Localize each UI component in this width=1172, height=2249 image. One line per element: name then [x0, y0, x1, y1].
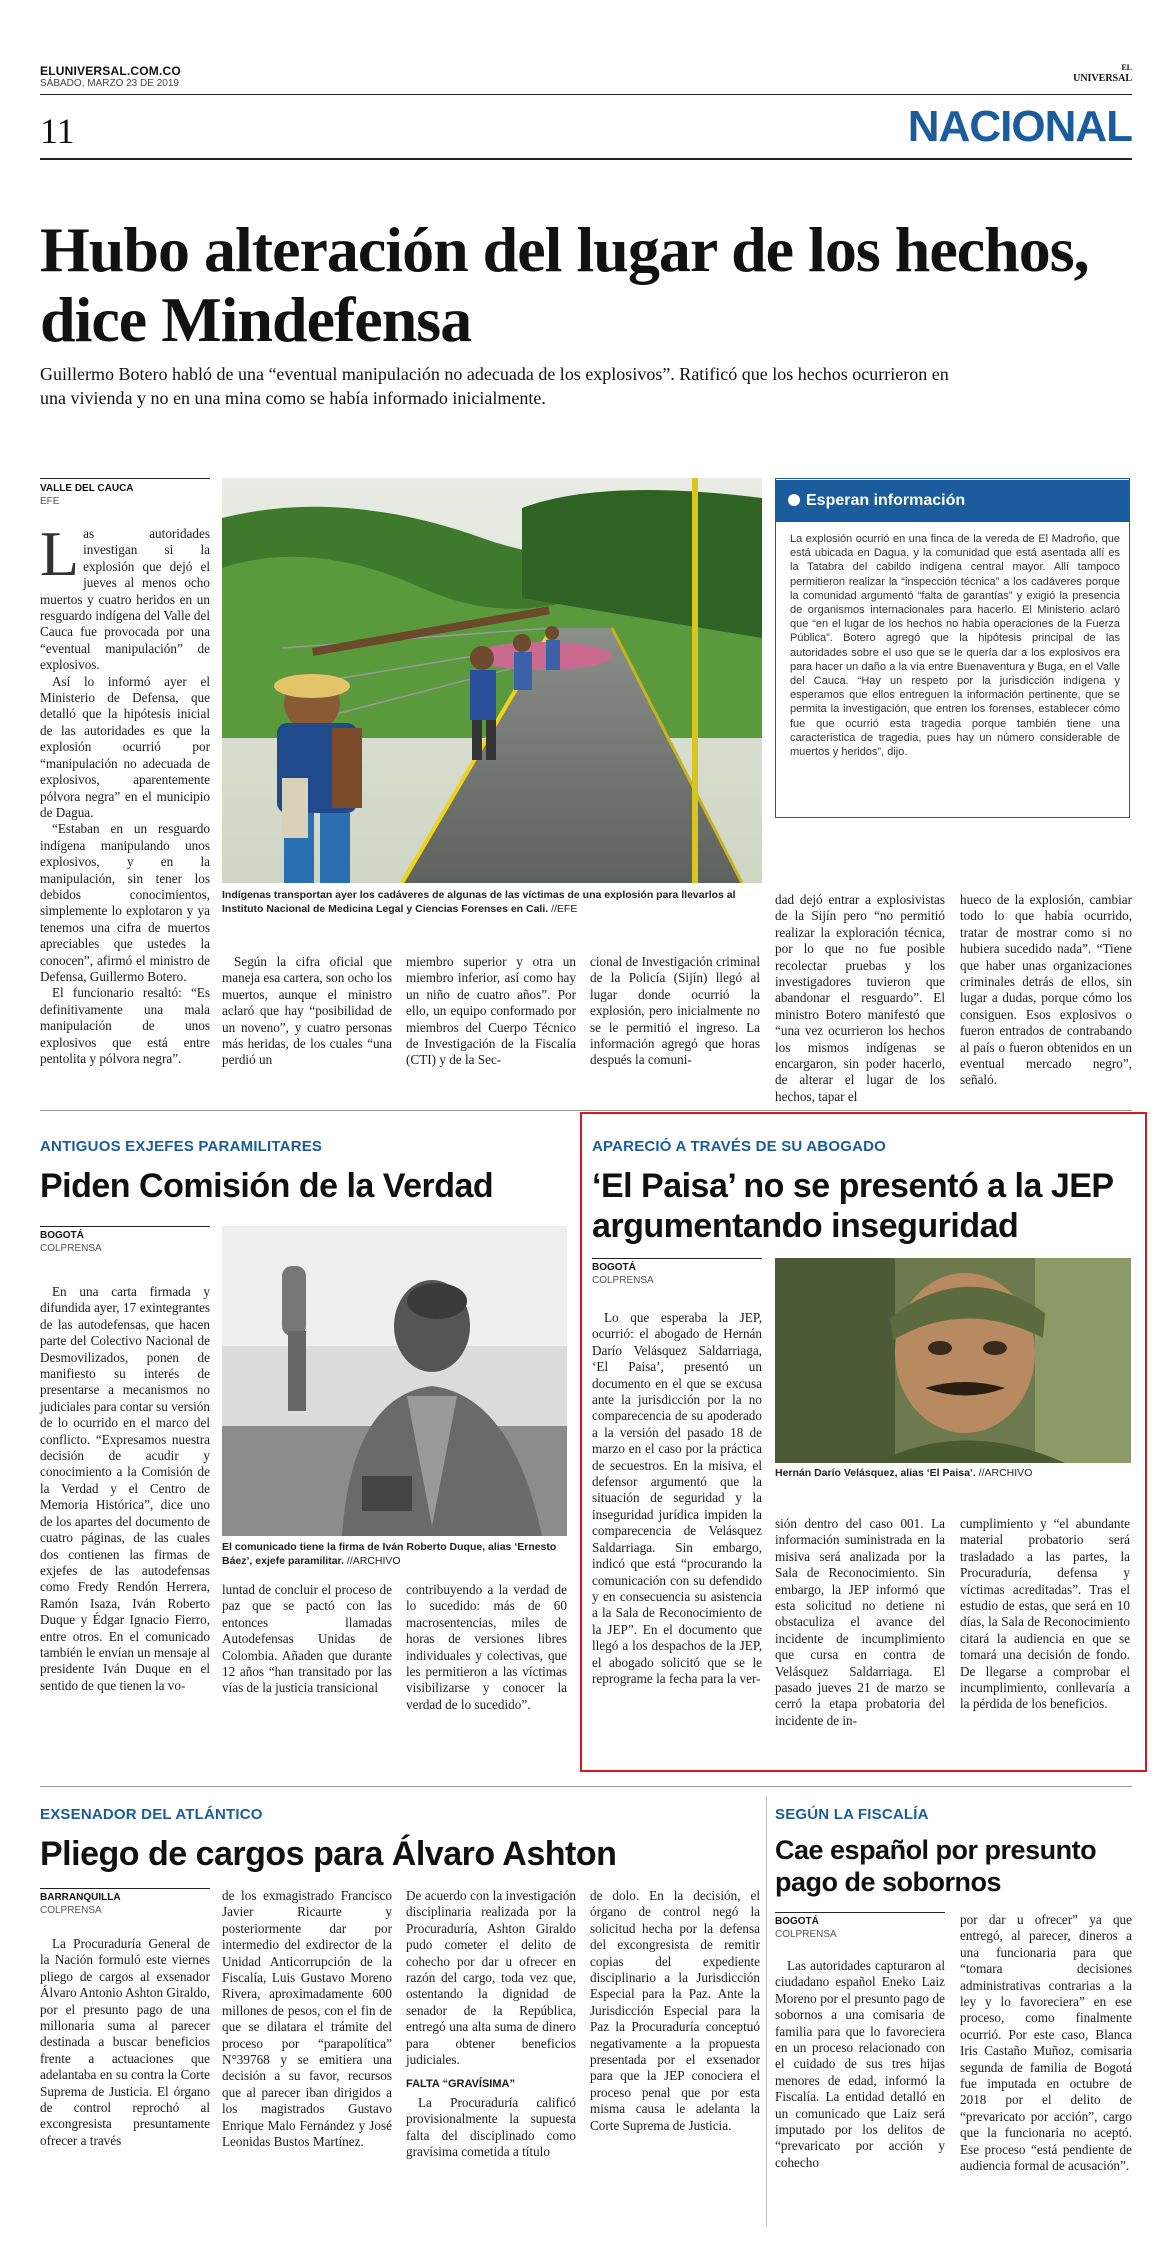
story4-dateline: BARRANQUILLA	[40, 1892, 121, 1903]
story-paragraph: La Procuraduría calificó provisionalmente la supuesta falta del disciplinado como gravísima cometida a título	[406, 2094, 576, 2160]
lead-subhead: Guillermo Botero habló de una “eventual manipulación no adecuada de los explosivos”. Ratificó que los hechos ocurrieron en una vivienda y no en una mina como se había informado inicialmente.	[40, 364, 949, 408]
column-separator	[766, 1796, 767, 2226]
story-paragraph: por dar u ofrecer” ya que entregó, al parecer, dineros a una funcionaria para que “tomara decisiones administrativas contrarias a la ley y lo favoreciera” en ese proceso, como finalmente ocurrió. Por este caso, Blanca Iris Castaño Muñoz, comisaria segunda de familia de Bogotá fue imputada en octubre de 2018 por el delito de “prevaricato por acción”, cargo que la funcionaria no aceptó. Ese proceso “está pendiente de audiencia formal de acusación”.	[960, 1912, 1132, 2174]
site-url: ELUNIVERSAL.COM.CO	[40, 64, 181, 78]
caption-text: Hernán Darío Velásquez, alias ‘El Paisa’.	[775, 1467, 976, 1479]
dateline-rule	[592, 1258, 762, 1259]
story4-column-4	[590, 1888, 760, 2134]
lead-photo-caption	[222, 888, 762, 916]
story3-photo	[775, 1258, 1131, 1463]
photo-credit: //EFE	[548, 903, 578, 915]
story4-column-3	[406, 1888, 576, 2161]
story2-kicker: ANTIGUOS EXJEFES PARAMILITARES	[40, 1138, 323, 1155]
drop-cap: L	[40, 518, 80, 589]
story5-kicker: SEGÚN LA FISCALÍA	[775, 1806, 929, 1823]
lead-column-2	[222, 954, 392, 1069]
story3-column-2	[775, 1516, 945, 1729]
story-paragraph: La Procuraduría General de la Nación formuló este viernes pliego de cargos al exsenador Álvaro Antonio Ashton Giraldo, por el presunto pago de una millonaria suma al parecer destinada a buscar beneficios frente a actuaciones que adelantaba en su contra la Corte Suprema de Justicia. El órgano de control reprochó al excongresista presuntamente ofrecer a través	[40, 1936, 210, 2148]
lead-paragraph: “Estaban en un resguardo indígena manipulando unos explosivos, y en la manipulación, sin tener los debidos conocimientos, simplemente lo explotaron y ya tenemos una cifra de muertos apreciables que ustedes la conocen”, afirmó el ministro de Defensa, Guillermo Botero.	[40, 821, 210, 984]
photo-credit: //ARCHIVO	[343, 1555, 401, 1567]
edition-date: SÁBADO, MARZO 23 DE 2019	[40, 78, 179, 89]
lead-paragraph: dad dejó entrar a explosivistas de la Sijín pero “no permitió realizar la exploración técnica, por lo que no fue posible recolectar pruebas y los investigadores tuvieron que abandonar el resguardo”. El ministro Botero manifestó que “una vez ocurrieron los hechos los mismos indígenas se encargaron, sin poder hacerlo, de alterar el lugar de los hechos, tapar el	[775, 892, 945, 1104]
lead-paragraph: cional de Investigación criminal de la Policía (Sijín) llegó al lugar donde ocurrió la explosión, pero inicialmente no se le permitió el ingreso. La información agregó que horas después la comuni-	[590, 954, 760, 1068]
lead-paragraph: hueco de la explosión, cambiar todo lo que había ocurrido, tratar de mostrar como si no hubiera sucedido nada”. “Tiene que haber unas organizaciones criminales detrás de ellos, sin lugar a dudas, porque cómo los consiguen. Esos explosivos o fueron entrados de contrabando al país o fueron obtenidos en un eventual mercado negro”, señaló.	[960, 892, 1132, 1088]
info-box-header	[776, 480, 1129, 522]
page-number: 11	[40, 111, 75, 151]
info-box-text: La explosión ocurrió en una finca de la vereda de El Madroño, que está ubicada en Dagua, y la comunidad que está asentada allí es la Tatabra del cabildo indígena central mayor. Allí tampoco permitieron realizar la “inspección técnica” a los cadáveres porque la comunidad argumentó “falta de garantías” y exigió la presencia de organismos internacionales para hacerlo. El Ministerio aclaró que “en el lugar de los hechos no había operaciones de la Fuerza Pública”. Botero agregó que la hipótesis principal de las autoridades sobre el uso que se le quería dar a los explosivos era para hacer un daño a la vía entre Buenaventura y Buga, en el Valle del Cauca. “Hay un respeto por la jurisdicción indígena y esperamos que ellos entreguen la información pertinente, que se permita la investigación, que entren los forenses, establecer cómo fue que ocurrió esta tragedia porque también tiene una característica de tragedia, pues hay un número considerable de muertos y heridos”, dijo.	[790, 533, 1120, 759]
story2-dateline: BOGOTÁ	[40, 1230, 84, 1241]
story-paragraph: de dolo. En la decisión, el órgano de control negó la solicitud hecha por la defensa del excongresista de remitir copias del expediente disciplinario a la Jurisdicción Especial para la Paz. Ante la Jurisdicción Especial para la Paz la Procuraduría conceptuó negativamente a la propuesta presentada por el exsenador para que la JEP conociera el proceso penal que por esta misma causa le adelanta la Corte Suprema de Justicia.	[590, 1888, 760, 2133]
logo-big: UNIVERSAL	[1073, 73, 1132, 84]
dateline-rule	[40, 1888, 210, 1889]
dateline-rule	[775, 1912, 945, 1913]
story3-agency: COLPRENSA	[592, 1275, 654, 1286]
story2-agency: COLPRENSA	[40, 1243, 102, 1254]
lead-column-5	[775, 892, 945, 1105]
story5-column-1	[775, 1958, 945, 2171]
story4-agency: COLPRENSA	[40, 1905, 102, 1916]
story-paragraph: contribuyendo a la verdad de lo sucedido: más de 60 macrosentencias, miles de horas de versiones libres individuales y colectivas, que les permitieron a las víctimas visibilizarse y conocer la verdad de lo sucedido”.	[406, 1582, 567, 1712]
story-paragraph: De acuerdo con la investigación disciplinaria realizada por la Procuraduría, Ashton Giraldo pudo cometer el delito de cohecho por dar u ofrecer en razón del cargo, toda vez que, ostentando la dignidad de senador de la República, entregó una alta suma de dinero para obtener beneficios judiciales.	[406, 1888, 576, 2068]
story-paragraph: En una carta firmada y difundida ayer, 17 exintegrantes de las autodefensas, que hacen parte del Colectivo Nacional de Desmovilizados, ponen de manifiesto su interés de presentarse a mecanismos no judiciales para contar su versión de lo ocurrido en el marco del conflicto. “Expresamos nuestra decisión de acudir y conocimiento a la Comisión de la Verdad y el Centro de Memoria Histórica”, dice uno de los apartes del documento de cuatro páginas, de las cuales dos contienen las firmas de exjefes de las autodefensas como Fredy Rendón Herrera, Ramón Isaza, Iván Roberto Duque y Édgar Ignacio Fierro, entre otros. En el comunicado también le envían un mensaje al presidente Iván Duque en el sentido de que tienen la vo-	[40, 1284, 210, 1693]
story5-agency: COLPRENSA	[775, 1929, 837, 1940]
story4-headline: Pliego de cargos para Álvaro Ashton	[40, 1835, 617, 1873]
photo-credit: //ARCHIVO	[975, 1467, 1033, 1479]
lead-column-1	[40, 518, 210, 1067]
lead-dateline: VALLE DEL CAUCA	[40, 483, 134, 494]
story3-column-3	[960, 1516, 1130, 1713]
logo-small: EL	[1121, 63, 1132, 72]
bullet-icon	[788, 494, 800, 506]
story2-photo	[222, 1226, 567, 1536]
story2-column-1	[40, 1284, 210, 1694]
lead-headline: Hubo alteración del lugar de los hechos, dice Mindefensa	[40, 214, 1089, 355]
dateline-rule	[40, 478, 210, 479]
lead-photo	[222, 478, 762, 883]
masthead-rule	[40, 94, 1132, 95]
el-paisa-portrait-image	[775, 1258, 1131, 1463]
lead-column-3	[406, 954, 576, 1069]
story4-column-1	[40, 1936, 210, 2149]
lead-column-4	[590, 954, 760, 1069]
story2-headline: Piden Comisión de la Verdad	[40, 1167, 494, 1205]
lead-column-6	[960, 892, 1132, 1089]
story3-dateline: BOGOTÁ	[592, 1262, 636, 1273]
story3-caption	[775, 1466, 1131, 1480]
story3-kicker: APARECIÓ A TRAVÉS DE SU ABOGADO	[592, 1138, 886, 1155]
story3-headline: ‘El Paisa’ no se presentó a la JEP argumentando inseguridad	[592, 1167, 1113, 1245]
lead-paragraph: miembro superior y otra un miembro inferior, así como hay un niño de cuatro años”. Por ello, un equipo conformado por miembros del Cuerpo Técnico de Investigación de la Fiscalía (CTI) y de la Sec-	[406, 954, 576, 1068]
story2-column-3	[406, 1582, 567, 1713]
story2-column-2	[222, 1582, 392, 1697]
caption-text: El comunicado tiene la firma de Iván Roberto Duque, alias ‘Ernesto Báez’, exjefe paramilitar.	[222, 1541, 557, 1567]
lead-paragraph: Según la cifra oficial que maneja esa cartera, son ocho los muertos, aunque el ministro aclaró que hay “posibilidad de un noveno”, y cuatro personas más heridas, de los cuales “una perdió un	[222, 954, 392, 1068]
section-divider	[40, 1110, 1132, 1111]
story4-column-2	[222, 1888, 392, 2151]
section-rule	[40, 158, 1132, 160]
story-paragraph: Las autoridades capturaron al ciudadano español Eneko Laiz Moreno por el presunto pago de sobornos a una comisaria de familia para que lo favoreciera en un proceso relacionado con el cuidado de sus tres hijas menores de edad, informó la Fiscalía. La entidad detalló en un comunicado que Laiz será imputado por los delitos de “prevaricato por acción y cohecho	[775, 1958, 945, 2170]
story-paragraph: sión dentro del caso 001. La información suministrada en la misiva será analizada por la Sala de Reconocimiento. Sin embargo, la JEP informó que esta solicitud no detiene ni obstaculiza el avance del incidente de incumplimiento que cursa en contra de Velásquez Saldarriaga. El pasado jueves 21 de marzo se cerró la etapa probatoria del incidente de in-	[775, 1516, 945, 1728]
lead-paragraph: El funcionario resaltó: “Es definitivamente una mala manipulación de unos explosivos que está entre pentolita y pólvora negra”.	[40, 985, 210, 1066]
lead-paragraph: as autoridades investigan si la explosión que dejó el jueves al menos ocho muertos y cuatro heridos en un resguardo indígena del Valle del Cauca fue provocada por una “eventual manipulación” de explosivos.	[40, 526, 210, 673]
story5-column-2	[960, 1912, 1132, 2175]
section-title: NACIONAL	[907, 102, 1132, 151]
raised-hand-portrait-image	[222, 1226, 567, 1536]
story-paragraph: luntad de concluir el proceso de paz que se pactó con las entonces llamadas Autodefensas Unidas de Colombia. Añaden que durante 12 años “han transitado por las vías de la justicia transicional	[222, 1582, 392, 1696]
caption-text: Indígenas transportan ayer los cadáveres de algunas de las víctimas de una explosión para llevarlos al Instituto Nacional de Medicina Legal y Ciencias Forenses en Cali.	[222, 889, 736, 915]
story-paragraph: de los exmagistrado Francisco Javier Ricaurte y posteriormente dar por intermedio del exdirector de la Unidad Anticorrupción de la Fiscalía, Luis Gustavo Moreno Rivera, aproximadamente 600 millones de pesos, con el fin de que se dilatara el trámite del proceso por “parapolítica” N°39768 y se emitiera una decisión a su favor, recursos que al parecer iban dirigidos a los magistrados Gustavo Enrique Malo Fernández y José Leonidas Bustos Martínez.	[222, 1888, 392, 2150]
story4-kicker: EXSENADOR DEL ATLÁNTICO	[40, 1806, 263, 1823]
story5-dateline: BOGOTÁ	[775, 1916, 819, 1927]
story5-headline: Cae español por presunto pago de sobornos	[775, 1835, 1097, 1897]
story3-column-1	[592, 1310, 762, 1687]
dateline-rule	[40, 1226, 210, 1227]
lead-agency: EFE	[40, 496, 60, 507]
story4-subhead: FALTA “GRAVÍSIMA”	[406, 2078, 515, 2091]
indigenous-procession-image	[222, 478, 762, 883]
lead-paragraph: Así lo informó ayer el Ministerio de Defensa, que detalló que la hipótesis inicial de las autoridades es que la explosión ocurrió por “manipulación no adecuada de explosivos, aparentemente pólvora negra” en el municipio de Dagua.	[40, 673, 210, 820]
story2-caption	[222, 1540, 567, 1568]
newspaper-logo	[1072, 62, 1132, 84]
info-box-title: Esperan información	[806, 492, 966, 509]
story-paragraph: cumplimiento y “el abundante material probatorio será trasladado a las partes, la Procuraduría, defensa y víctimas acreditadas”. Tras el estudio de estas, que será en 10 días, la Sala de Reconocimiento citará la audiencia en que se tomará una decisión de fondo. De llegarse a comprobar el incumplimiento, conllevaría a la pérdida de los beneficios.	[960, 1516, 1130, 1712]
section-divider	[40, 1786, 1132, 1787]
story-paragraph: Lo que esperaba la JEP, ocurrió: el abogado de Hernán Darío Velásquez Saldarriaga, ‘El Paisa’, presentó un documento en el que se excusa ante la jurisdicción por la no comparecencia de su apoderado a la versión del pasado 18 de marzo en el caso por la práctica de secuestros. En la misiva, el defensor argumentó que la situación de seguridad y la inseguridad jurídica impiden la comparecencia de Velásquez Saldarriaga. Sin embargo, indicó que está “procurando la comunicación con su defendido y en consecuencia su asistencia a la Sala de Reconocimiento de la JEP”. En el documento que llegó a los despachos de la JEP, el abogado solicitó que se le reprograme la fecha para la ver-	[592, 1310, 762, 1686]
